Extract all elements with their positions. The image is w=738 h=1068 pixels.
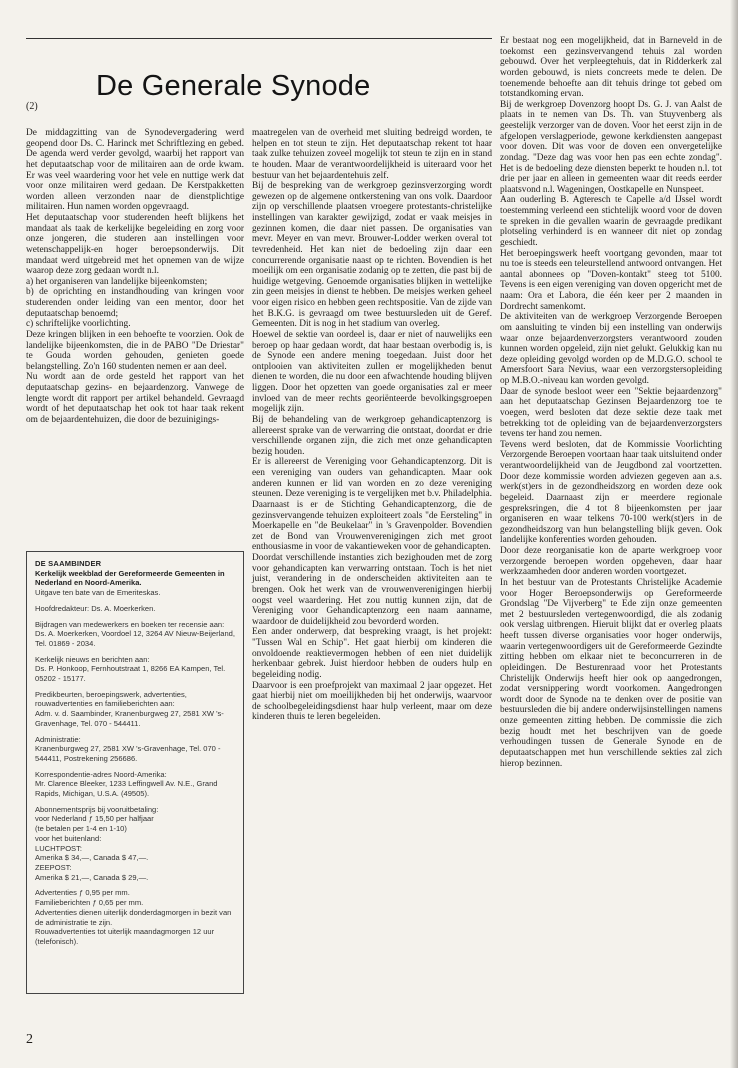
masthead-publisher: Uitgave ten bate van de Emeriteskas. — [35, 588, 161, 598]
masthead-line: Advertenties dienen uiterlijk donderdagmorgen in bezit van de administratie te zijn. — [35, 907, 232, 927]
masthead-line: LUCHTPOST: — [35, 843, 82, 853]
masthead-line: Kerkelijk nieuws en berichten aan: — [35, 654, 150, 664]
masthead-line: Predikbeurten, beroepingswerk, advertenties, rouwadvertenties en familieberichten aan: — [35, 689, 187, 709]
masthead-subtitle: Kerkelijk weekblad der Gereformeerde Gemeenten in Nederland en Noord-Amerika. — [35, 568, 225, 588]
masthead-line: Amerika $ 34,—, Canada $ 47,—. — [35, 853, 149, 863]
masthead-line: (te betalen per 1-4 en 1-10) — [35, 824, 127, 834]
paragraph: c) schriftelijke voorlichting. — [26, 319, 131, 330]
column-2 — [252, 128, 492, 723]
masthead-line: Bijdragen van medewerkers en boeken ter recensie aan: — [35, 619, 225, 629]
masthead-line: Adm. v. d. Saambinder, Kranenburgweg 27, 2581 XW 's-Gravenhage, Tel. 070 - 544411. — [35, 709, 224, 728]
masthead-line: Rouwadvertenties tot uiterlijk maandagmorgen 12 uur (telefonisch). — [35, 927, 215, 946]
paragraph: Daar de synode besloot weer een "Sektie bejaardenzorg" aan het deputaatschap Gezinsen Bejaardenzorg toe te voegen, werd besloten dat deze sektie deze taak met betrekking tot de opleiding van de bejaardenverzorgsters tevens ter hand zou nemen. — [500, 386, 722, 440]
paragraph: Aan ouderling B. Agteresch te Capelle a/d IJssel wordt toestemming verleend een stichtelijk woord voor de doven te spreken in die gevallen waarin de gevraagde predikant plotseling verhinderd is en wanneer dit niet op zondag geschiedt. — [500, 195, 722, 248]
masthead-box — [26, 551, 244, 994]
top-rule — [26, 38, 492, 39]
masthead-line: ZEEPOST: — [35, 862, 72, 872]
paragraph: Tevens werd besloten, dat de Kommissie Voorlichting Verzorgende Beroepen voortaan haar taak uitsluitend onder verantwoordelijkheid van de Jeugdbond zal voortzetten. Door deze kommissie worden adviezen gegeven aan a.s. werk(st)ers in de gezondheidszorg en worden deze ook begeleid. Daarnaast zijn er meerdere regionale gespreksringen, die 4 tot 8 bijeenkomsten per jaar organiseren en waar telkens 70-100 werk(st)ers in de gezondheidszorg van hun belangstelling blijk geven. Ook landelijke konferenties worden gehouden. — [500, 439, 722, 546]
masthead-line: Kranenburgweg 27, 2581 XW 's-Gravenhage, Tel. 070 - 544411, Postrekening 256686. — [35, 744, 221, 763]
paragraph: Hoewel de sektie van oordeel is, daar er niet of nauwelijks een beroep op haar gedaan wordt, dat haar bestaan overbodig is, is de Synode een andere mening toegedaan. Juist door het ontplooien van aktiviteiten zullen er mogelijkheden benut dienen te worden, die nu door een afwachtende houding blijven liggen. Door het opzetten van goede organisaties zal er meer invloed van de meer rechts georiënteerde bevolkingsgroepen mogelijk zijn. — [252, 329, 492, 415]
masthead-line: Ds. P. Honkoop, Fernhoutstraat 1, 8266 EA Kampen, Tel. 05202 - 15177. — [35, 664, 226, 684]
paragraph: Het beroepingswerk heeft voortgang gevonden, maar tot nu toe is steeds een teleurstellend antwoord ontvangen. Het aantal abonnees op "Doven-kontakt" steeg tot 5100. Tevens is een eigen vereniging van doven opgericht met de naam: Ora et Labora, die één keer per 2 maanden in Dordrecht samenkomt. — [500, 248, 722, 312]
section-number: (2) — [26, 101, 38, 112]
paragraph: Daarvoor is een proefprojekt van maximaal 2 jaar opgezet. Het gaat hierbij niet om moeilijkheden bij het onderwijs, waarvoor de schoolbegeleidingsdienst haar hulp verleent, maar om deze kinderen thuis te leren begeleiden. — [252, 680, 492, 723]
paragraph: Doordat verschillende instanties zich bezighouden met de zorg voor gehandicapten kan verwarring ontstaan. Toch is het niet juist, verandering in de onderscheiden aktiviteiten aan te brengen. Ook het werk van de vrouwenverenigingen hierbij oogst veel waardering. Het zou nuttig kunnen zijn, dat de Vereniging voor Gehandicaptenzorg een naam aanname, waardoor de duidelijkheid zou bevorderd worden. — [252, 553, 492, 627]
paragraph: Bij de werkgroep Dovenzorg hoopt Ds. G. J. van Aalst de plaats in te nemen van Ds. Th. van Stuyvenberg als geestelijk verzorger van de doven. Voor het eerst zijn in de afgelopen verslagperiode, gewone kerkdiensten aangepast voor doven. Dit was voor de doven een onvergetelijke zondag. "Deze dag was voor hen pas een echte zondag". Het is de bedoeling deze diensten beperkt te houden n.l. tot drie per jaar en alleen in gemeenten waar dit reeds eerder plaatsvond n.l. Wageningen, Oostkapelle en Nunspeet. — [500, 99, 722, 195]
paragraph: maatregelen van de overheid met sluiting bedreigd worden, te helpen en tot steun te zijn. Het deputaatschap rekent tot haar taak zulke tehuizen zoveel mogelijk tot steun te zijn en in stand te houden. Maar de verantwoordelijkheid is uiteraard voor het bestuur van het bejaardentehuis zelf. — [252, 128, 492, 181]
column-1 — [26, 128, 244, 426]
masthead-line: Korrespondentie-adres Noord-Amerika: — [35, 769, 167, 779]
paragraph: De aktiviteiten van de werkgroep Verzorgende Beroepen om aansluiting te vinden bij een instelling van onderwijs waar onze bejaardenverzorgsters verantwoord zouden kunnen worden opgeleid, zijn niet gelukt. Gelukkig kan nu deze opleiding gevolgd worden op de M.D.G.O. school te Amersfoort Sara Nevius, waar een verzorgstersopleiding op M.B.O.-niveau kan worden gevolgd. — [500, 312, 722, 386]
paragraph: In het bestuur van de Protestants Christelijke Academie voor Hoger Beroepsonderwijs op Gereformeerde Grondslag "De Vijverberg" te Ede zijn onze gemeenten met 2 bestuursleden vertegenwoordigd, die als zodanig ook verslag uitbrengen. Hieruit blijkt dat er overleg plaats heeft tussen diverse organisaties voor hoger onderwijs, waarin vertegenwoordigers uit de Gereformeerde Gezindte zitting hebben om elkaar niet te beconcurreren in de opleidingen. De Besturenraad voor het Protestants Christelijk Onderwijs heeft hier ook op aangedrongen, zodat versnippering wordt voorkomen. Aangedrongen wordt door de Synode na te denken over de positie van bestuursleden die bij andere onderwijsinstellingen namens onze gemeenten zitting hebben. De commissie die zich bezig houdt met het beschrijven van de goede verhoudingen tussen de Generale Synode en de deputaatschappen met hun verschillende sekties zal zich hierop bezinnen. — [500, 577, 722, 769]
page-edge-shadow — [730, 0, 738, 1068]
masthead-line: Familieberichten ƒ 0,65 per mm. — [35, 898, 144, 908]
paragraph: Daarnaast is er de Stichting Gehandicaptenzorg, die de gezinsvervangende tehuizen exploiteert zoals "de Eersteling" in Moerkapelle en "de Beukelaar" in 's Gravenpolder. Bovendien zet de Bond van Vrouwenverenigingen zich met groot enthousiasme in voor de vakantieweken voor de gehandicapten. — [252, 499, 492, 553]
paragraph: Een ander onderwerp, dat bespreking vraagt, is het projekt: "Tussen Wal en Schip". Het gaat hierbij om kinderen die onvoldoende reaktievermogen hebben of een niet duidelijk herkenbaar gebrek. Juist hierdoor hebben de ouders hulp en begeleiding nodig. — [252, 627, 492, 680]
masthead-line: Abonnementsprijs bij vooruitbetaling: — [35, 804, 159, 814]
paragraph: Het deputaatschap voor studerenden heeft blijkens het mandaat als taak de kerkelijke begeleiding en zorg voor onze jongeren, die studeren aan instellingen voor wetenschappelijk-en hoger beroepsonderwijs. Dit mandaat werd uitgebreid met het opnemen van de wijze waarop deze zorg gedaan wordt n.l. — [26, 213, 244, 277]
masthead-line: Mr. Clarence Bleeker, 1233 Leffingwell Av. N.E., Grand Rapids, Michigan, U.S.A. (49505). — [35, 779, 218, 799]
masthead-line: voor Nederland ƒ 15,50 per halfjaar — [35, 814, 154, 824]
paragraph: b) de oprichting en instandhouding van kringen voor studerenden onder leiding van een mentor, door het deputaatschap benoemd; — [26, 287, 244, 319]
masthead-line: Administratie: — [35, 734, 81, 744]
paragraph: Deze kringen blijken in een behoefte te voorzien. Ook de landelijke bijeenkomsten, die in de PABO "De Driestar" te Gouda worden gehouden, genieten goede belangstelling. Zo'n 160 studenten nemen er aan deel. — [26, 329, 244, 372]
paragraph: Bij de bespreking van de werkgroep gezinsverzorging wordt gewezen op de algemene ontkerstening van ons volk. Daardoor zijn op verschillende plaatsen vroegere protestants-christelijke instellingen van karakter gewijzigd, zodat er vaak meisjes in gezinnen komen, die daar niet passen. De organisaties van mevr. Meyer en van mevr. Brouwer-Lodder werken overal tot tevredenheid. Het kan niet de bedoeling zijn daar een concurrerende organisatie naast op te richten. Bovendien is het moeilijk om een organisatie zodanig op te zetten, die past bij de huidige wetgeving. Genoemde organisaties blijken in wettelijke zin geen meisjes in dienst te hebben. De meisjes werken geheel voor eigen risico en hebben geen rechtspositie. Van de zijde van het B.K.G. is gevraagd om twee bestuursleden uit de Geref. Gemeenten. Dit is nog in het stadium van overleg. — [252, 181, 492, 330]
paragraph: Bij de behandeling van de werkgroep gehandicaptenzorg is allereerst sprake van de verwarring die ontstaat, doordat er drie verschillende organen zijn, die zich met onze gehandicapten bezig houden. — [252, 414, 492, 457]
masthead-line: voor het buitenland: — [35, 833, 102, 843]
paragraph: Door deze reorganisatie kon de aparte werkgroep voor verzorgende beroepen worden opgeheven, daar haar werkzaamheden door anderen worden voortgezet. — [500, 546, 722, 578]
article-title: De Generale Synode — [96, 70, 371, 102]
paragraph: a) het organiseren van landelijke bijeenkomsten; — [26, 276, 208, 287]
masthead-line: Amerika $ 21,—, Canada $ 29,—. — [35, 872, 149, 882]
masthead-line: Ds. A. Moerkerken, Voordoel 12, 3264 AV Nieuw-Beijerland, Tel. 01869 - 2034. — [35, 629, 235, 648]
paragraph: Er bestaat nog een mogelijkheid, dat in Barneveld in de toekomst een gezinsvervangend tehuis zal worden gebouwd. Over het verpleegtehuis, dat in Ridderkerk zal worden gebouwd, is niets concreets mede te delen. De toenemende behoefte aan dit tehuis dringe tot gebed om totstandkoming ervan. — [500, 36, 722, 100]
paragraph: Er is allereerst de Vereniging voor Gehandicaptenzorg. Dit is een vereniging van ouders van gehandicapten. Maar ook anderen kunnen er lid van worden en zo deze vereniging steunen. Deze vereniging is te vergelijken met b.v. Philadelphia. — [252, 457, 493, 500]
paragraph: De middagzitting van de Synodevergadering werd geopend door Ds. C. Harinck met Schriftlezing en gebed. De agenda werd verder gevolgd, waarbij het rapport van het deputaatschap voor de militairen aan de orde kwam. Er was veel waardering voor het vele en nuttige werk dat voor onze militairen werd gedaan. De Kerstpakketten worden alleen verzonden naar de dienstplichtige militairen. Hun namen worden opgevraagd. — [26, 128, 244, 213]
column-3 — [500, 36, 722, 769]
masthead-name: DE SAAMBINDER — [35, 559, 102, 568]
paragraph: Nu wordt aan de orde gesteld het rapport van het deputaatschap gezins- en bejaardenzorg. Vanwege de lengte wordt dit rapport per artikel behandeld. Gevraagd wordt of het deputaatschap het ook tot haar taak rekent om de bejaardentehuizen, die door de bezuinigings- — [26, 372, 244, 425]
masthead-line: Advertenties ƒ 0,95 per mm. — [35, 888, 130, 898]
masthead-editor: Hoofdredakteur: Ds. A. Moerkerken. — [35, 603, 156, 613]
page-number: 2 — [26, 1032, 33, 1047]
